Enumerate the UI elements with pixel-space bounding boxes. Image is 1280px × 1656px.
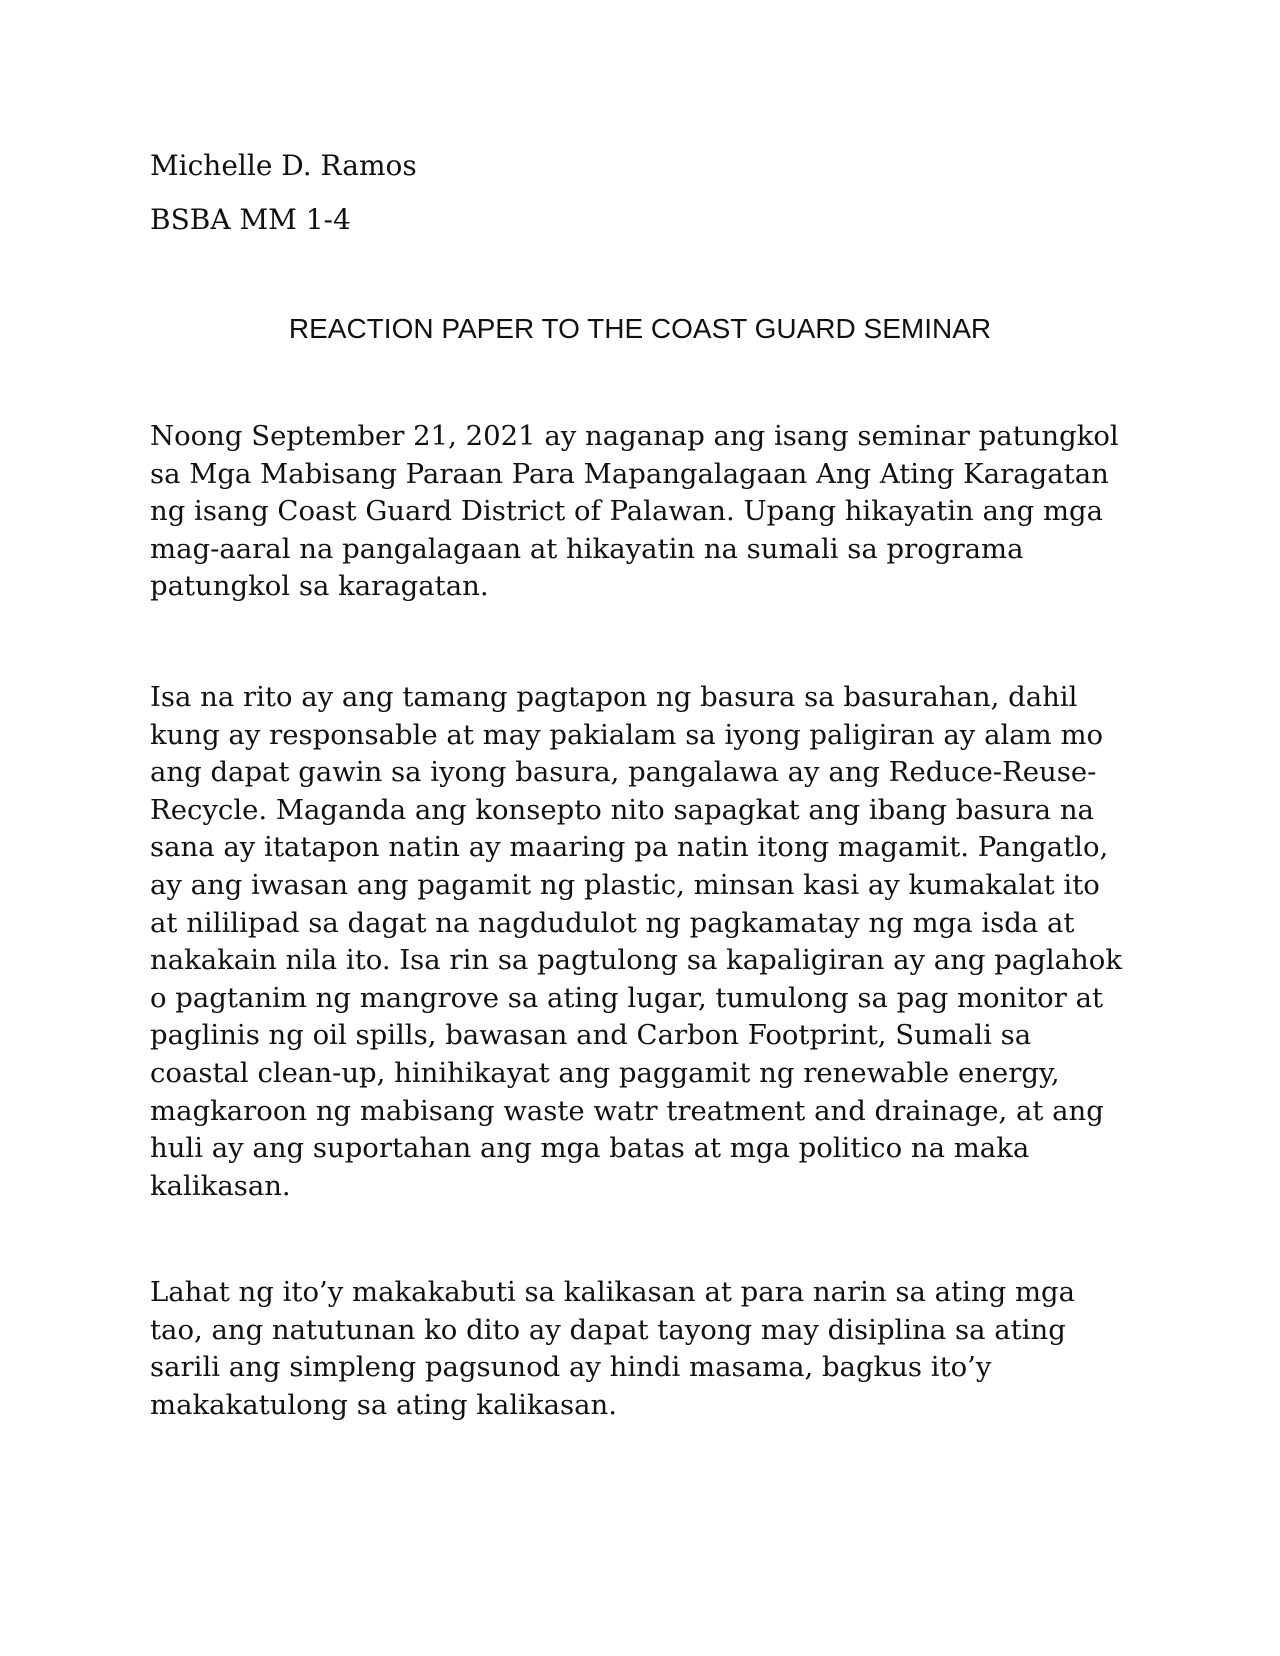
body-paragraph: Isa na rito ay ang tamang pagtapon ng basura sa basurahan, dahil kung ay responsable at may pakialam sa iyong paligiran ay alam mo ang dapat gawin sa iyong basura, pangalawa ay ang Reduce-Reuse- Recycle. Maganda ang konsepto nito sapagkat ang ibang basura na sana ay itatapon natin ay maaring pa natin itong magamit. Pangatlo, ay ang iwasan ang pagamit ng plastic, minsan kasi ay kumakalat ito at nililipad sa dagat na nagdudulot ng pagkamatay ng mga isda at nakakain nila ito. Isa rin sa pagtulong sa kapaligiran ay ang paglahok o pagtanim ng mangrove sa ating lugar, tumulong sa pag monitor at paglinis ng oil spills, bawasan and Carbon Footprint, Sumali sa coastal clean-up, hinihikayat ang paggamit ng renewable energy, magkaroon ng mabisang waste watr treatment and drainage, at ang huli ay ang suportahan ang mga batas at mga politico na maka kalikasan. — [150, 681, 1122, 1202]
author-name: Michelle D. Ramos — [150, 149, 417, 182]
document-title: REACTION PAPER TO THE COAST GUARD SEMINAR — [288, 313, 992, 344]
course-section: BSBA MM 1-4 — [150, 203, 351, 236]
body-paragraph: Lahat ng ito’y makakabuti sa kalikasan at para narin sa ating mga tao, ang natutunan ko dito ay dapat tayong may disiplina sa ating sarili ang simpleng pagsunod ay hindi masama, bagkus ito’y makakatulong sa ating kalikasan. — [150, 1276, 1076, 1421]
body-paragraph: Noong September 21, 2021 ay naganap ang isang seminar patungkol sa Mga Mabisang Paraan Para Mapangalagaan Ang Ating Karagatan ng isang Coast Guard District of Palawan. Upang hikayatin ang mga mag-aaral na pangalagaan at hikayatin na sumali sa programa patungkol sa karagatan. — [150, 420, 1119, 603]
